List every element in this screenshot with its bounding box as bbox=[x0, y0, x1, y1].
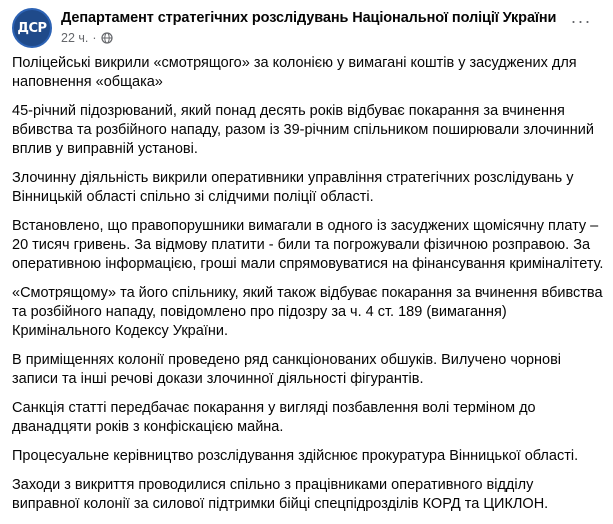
post-body bbox=[12, 54, 604, 524]
globe-icon[interactable] bbox=[101, 32, 113, 44]
post-paragraph: Встановлено, що правопорушники вимагали в одного із засуджених щомісячну плату – 20 тисяч гривень. За відмову платити - били та погрожували фізичною розправою. За оперативною інформацією, гроші мали спрямовуватися на фінансування криміналітету. bbox=[12, 218, 604, 272]
page-name-link[interactable]: Департамент стратегічних розслідувань Національної поліції України bbox=[61, 10, 557, 26]
post-timestamp[interactable]: 22 ч. bbox=[61, 31, 89, 45]
post-paragraph: Поліцейські викрили «смотрящого» за колонією у вимагані коштів у засуджених для наповнення «общака» bbox=[12, 55, 577, 90]
meta-separator: · bbox=[92, 31, 97, 45]
post-paragraph: 45-річний підозрюваний, який понад десять років відбуває покарання за вчинення вбивства та розбійного нападу, разом із 39-річним спільником поширювали злочинний вплив у виправній установі. bbox=[12, 103, 594, 157]
avatar[interactable]: ДСР bbox=[12, 8, 52, 48]
post-paragraph: «Смотрящому» та його спільнику, який також відбуває покарання за вчинення вбивства та розбійного нападу, повідомлено про підозру за ч. 4 ст. 189 (вимагання) Кримінального Кодексу України. bbox=[12, 285, 603, 339]
post-paragraph: Процесуальне керівництво розслідування здійснює прокуратура Вінницької області. bbox=[12, 448, 579, 464]
post-header bbox=[12, 8, 602, 52]
more-options-button[interactable]: ··· bbox=[570, 10, 592, 31]
post-paragraph: Санкція статті передбачає покарання у вигляді позбавлення волі терміном до дванадцяти років з конфіскацією майна. bbox=[12, 400, 536, 435]
post-paragraph: В приміщеннях колонії проведено ряд санкціонованих обшуків. Вилучено чорнові записи та інші речові докази злочинної діяльності фігурантів. bbox=[12, 352, 562, 387]
post-meta bbox=[61, 31, 113, 45]
post-paragraph: Злочинну діяльність викрили оперативники управління стратегічних розслідувань у Вінницькій області спільно зі слідчими поліції області. bbox=[12, 170, 574, 205]
post-paragraph: Заходи з викриття проводилися спільно з працівниками оперативного відділу виправної колонії за силової підтримки бійці спецпідрозділів КОРД та ЦИКЛОН. bbox=[12, 477, 549, 512]
